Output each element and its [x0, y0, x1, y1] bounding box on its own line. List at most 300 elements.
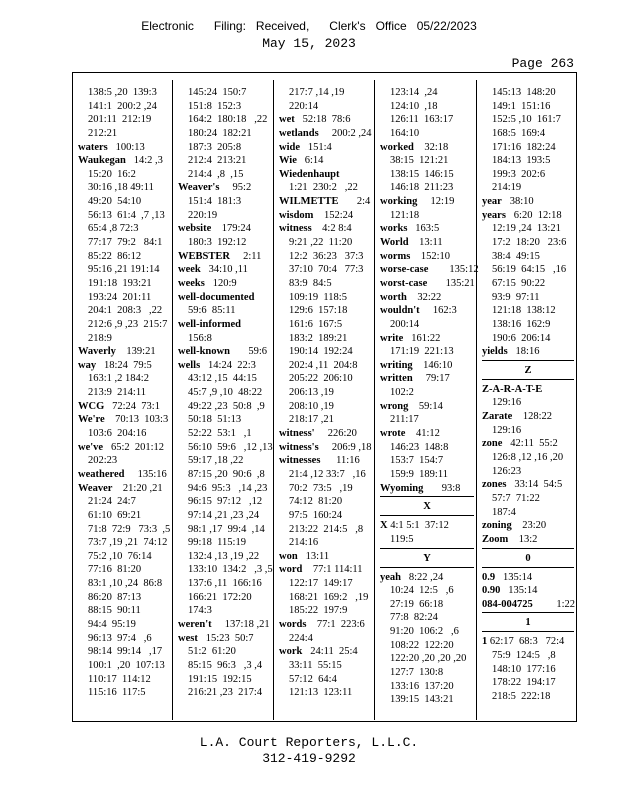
index-continuation: 102:2 — [390, 387, 414, 399]
index-continuation: 206:13 ,19 — [289, 387, 334, 399]
index-term: wet — [279, 114, 295, 126]
index-continuation: 67:15 90:22 — [492, 277, 546, 289]
index-continuation: 52:22 53:1 ,1 — [188, 428, 252, 440]
index-continuation: 184:13 193:5 — [492, 155, 551, 167]
index-entry: zones 33:14 54:5 — [482, 479, 563, 491]
index-continuation: 156:8 — [188, 332, 212, 344]
index-term: wrote — [380, 428, 406, 440]
index-continuation: 211:17 — [390, 414, 419, 426]
index-term: weren't — [178, 618, 212, 630]
index-term: well-known — [178, 346, 230, 358]
index-column-1 — [78, 86, 170, 700]
index-term: won — [279, 550, 298, 562]
page-number: Page 263 — [511, 56, 574, 71]
index-continuation: 51:2 61:20 — [188, 646, 236, 658]
index-continuation: 93:9 97:11 — [492, 291, 540, 303]
index-continuation: 148:10 177:16 — [492, 663, 556, 675]
index-entry: won 13:11 — [279, 550, 330, 562]
index-term: Zarate — [482, 411, 513, 423]
index-entry: years 6:20 12:18 — [482, 209, 562, 221]
index-continuation: 190:14 192:24 — [289, 346, 353, 358]
index-term: write — [380, 332, 404, 344]
index-continuation: 133:16 137:20 — [390, 680, 454, 692]
index-continuation: 217:7 ,14 ,19 — [289, 87, 345, 98]
section-letter: Y — [423, 552, 431, 564]
index-continuation: 86:20 87:13 — [88, 591, 142, 603]
index-term: 1 — [482, 636, 488, 648]
index-continuation: 77:17 79:2 84:1 — [88, 237, 163, 249]
index-entry: Waverly 139:21 — [78, 346, 156, 358]
index-continuation: 38:4 49:15 — [492, 250, 540, 262]
index-column-3 — [279, 86, 372, 700]
index-entry: witness's 206:9 ,18 — [279, 441, 372, 453]
index-term: weathered — [78, 468, 125, 480]
section-rule — [482, 612, 574, 613]
index-term: Weaver's — [178, 182, 220, 194]
index-continuation: 75:2 ,10 76:14 — [88, 550, 152, 562]
index-continuation: 96:15 97:12 ,12 — [188, 496, 263, 508]
index-continuation: 185:22 197:9 — [289, 605, 348, 617]
index-continuation: 224:4 — [289, 632, 313, 644]
index-term: weeks — [178, 277, 205, 289]
index-continuation: 45:7 ,9 ,10 48:22 — [188, 387, 263, 399]
index-continuation: 171:16 182:24 — [492, 141, 556, 153]
index-entry: Zoom 13:2 — [482, 533, 538, 545]
index-term: week — [178, 264, 201, 276]
index-continuation: 95:16 ,21 191:14 — [88, 264, 160, 276]
index-term: wouldn't — [380, 305, 420, 317]
index-continuation: 122:20 ,20 ,20 ,20 — [390, 653, 467, 665]
index-continuation: 220:19 — [188, 209, 218, 221]
index-continuation: 190:6 206:14 — [492, 332, 551, 344]
index-continuation: 12:19 ,24 13:21 — [492, 223, 561, 235]
index-term: 084-004725 — [482, 598, 533, 610]
index-continuation: 200:14 — [390, 318, 420, 330]
index-continuation: 85:22 86:12 — [88, 250, 142, 262]
index-continuation: 126:11 163:17 — [390, 114, 454, 126]
index-continuation: 61:10 69:21 — [88, 509, 142, 521]
index-term: witness — [279, 223, 312, 235]
index-entry: Zarate 128:22 — [482, 411, 552, 423]
index-continuation: 139:15 143:21 — [390, 694, 454, 706]
index-term: worked — [380, 141, 414, 153]
index-continuation: 199:3 202:6 — [492, 168, 546, 180]
index-entry: wisdom 152:24 — [279, 209, 354, 221]
index-continuation: 99:18 115:19 — [188, 537, 246, 549]
index-continuation: 168:21 169:2 ,19 — [289, 591, 369, 603]
section-letter: 0 — [525, 552, 531, 564]
index-entry: wide 151:4 — [279, 141, 332, 153]
index-continuation: 138:16 162:9 — [492, 318, 551, 330]
index-continuation: 126:23 — [492, 465, 522, 477]
index-continuation: 43:12 ,15 44:15 — [188, 373, 257, 385]
index-entry: word 77:1 114:11 — [279, 564, 363, 576]
section-rule — [380, 515, 474, 516]
index-continuation: 132:4 ,13 ,19 ,22 — [188, 550, 260, 562]
index-continuation: 97:5 160:24 — [289, 509, 343, 521]
index-term: WILMETTE — [279, 196, 339, 208]
index-term: Zoom — [482, 533, 509, 545]
index-term: worms — [380, 250, 411, 262]
index-continuation: 33:11 55:15 — [289, 659, 342, 671]
index-continuation: 108:22 122:20 — [390, 639, 454, 651]
electronic-filing-stamp: Electronic Filing: Received, Clerk's Office 05/22/2023 — [141, 19, 477, 33]
index-entry: 0.9 135:14 — [482, 571, 533, 583]
index-continuation: 205:22 206:10 — [289, 373, 353, 385]
index-entry: We're 70:13 103:3 — [78, 414, 169, 426]
index-continuation: 115:16 117:5 — [88, 687, 146, 699]
index-term: wrong — [380, 400, 409, 412]
index-term: witness' — [279, 428, 315, 440]
index-continuation: 77:16 81:20 — [88, 564, 142, 576]
index-entry: well-known 59:6 — [178, 346, 267, 358]
index-continuation: 15:20 16:2 — [88, 168, 136, 180]
index-continuation: 212:21 — [88, 127, 118, 139]
index-continuation: 49:22 ,23 50:8 ,9 — [188, 400, 265, 412]
index-entry: World 13:11 — [380, 237, 443, 249]
section-rule — [482, 631, 574, 632]
index-continuation: 129:16 — [492, 397, 522, 409]
index-continuation: 21:4 ,12 33:7 ,16 — [289, 468, 366, 480]
index-entry: write 161:22 — [380, 332, 441, 344]
index-entry: weren't 137:18 ,21 — [178, 618, 270, 630]
index-continuation: 129:16 — [492, 424, 522, 436]
index-term: well-informed — [178, 318, 241, 330]
index-continuation: 77:8 82:24 — [390, 612, 438, 624]
index-entry: wrong 59:14 — [380, 400, 443, 412]
index-entry: waters 100:13 — [78, 141, 145, 153]
index-continuation: 164:10 — [390, 127, 420, 139]
index-entry: worth 32:22 — [380, 291, 442, 303]
index-entry: way 18:24 79:5 — [78, 359, 152, 371]
index-entry: witnesses 11:16 — [279, 455, 360, 467]
index-continuation: 75:9 124:5 ,8 — [492, 650, 556, 662]
index-term: works — [380, 223, 408, 235]
index-term: Z-A-R-A-T-E — [482, 383, 543, 395]
transcript-date: May 15, 2023 — [262, 36, 356, 51]
index-continuation: 218:5 222:18 — [492, 690, 551, 702]
index-continuation: 171:19 221:13 — [390, 346, 454, 358]
index-continuation: 214:4 ,8 ,15 — [188, 168, 244, 180]
index-continuation: 88:15 90:11 — [88, 605, 141, 617]
index-entry: 1 62:17 68:3 72:4 — [482, 636, 565, 648]
index-term: WEBSTER — [178, 250, 230, 262]
index-continuation: 17:2 18:20 23:6 — [492, 237, 567, 249]
index-continuation: 100:1 ,20 107:13 — [88, 659, 165, 671]
index-entry: writing 146:10 — [380, 359, 453, 371]
index-term: witness's — [279, 441, 319, 453]
index-continuation: 161:6 167:5 — [289, 318, 343, 330]
index-term: zones — [482, 479, 507, 491]
reporter-company: L.A. Court Reporters, L.L.C. — [199, 735, 419, 750]
index-continuation: 183:2 189:21 — [289, 332, 348, 344]
index-continuation: 38:15 121:21 — [390, 155, 449, 167]
index-entry: Wie 6:14 — [279, 155, 324, 167]
index-term: working — [380, 196, 418, 208]
index-entry: zoning 23:20 — [482, 520, 547, 532]
index-entry: we've 65:2 201:12 — [78, 441, 165, 453]
index-continuation: 94:4 95:19 — [88, 618, 136, 630]
section-letter: 1 — [525, 617, 531, 629]
index-continuation: 220:14 — [289, 100, 319, 112]
index-continuation: 123:14 ,24 — [390, 87, 438, 98]
index-entry: witness 4:2 8:4 — [279, 223, 352, 235]
index-term: WCG — [78, 400, 105, 412]
index-continuation: 202:23 — [88, 455, 118, 467]
index-entry: Wyoming 93:8 — [380, 482, 461, 494]
index-continuation: 109:19 118:5 — [289, 291, 347, 303]
index-continuation: 151:4 181:3 — [188, 196, 242, 208]
index-continuation: 138:5 ,20 139:3 — [88, 87, 157, 98]
index-term: writing — [380, 359, 413, 371]
index-continuation: 133:10 134:2 ,3 ,5 — [188, 564, 273, 576]
section-letter: Z — [524, 364, 532, 376]
index-continuation: 121:18 138:12 — [492, 305, 556, 317]
index-continuation: 59:17 ,18 ,22 — [188, 455, 244, 467]
index-continuation: 145:24 150:7 — [188, 87, 247, 98]
index-continuation: 9:21 ,22 11:20 — [289, 237, 353, 249]
index-column-5 — [482, 86, 574, 704]
index-continuation: 65:4 ,8 72:3 — [88, 223, 139, 235]
index-continuation: 30:16 ,18 49:11 — [88, 182, 154, 194]
index-term: Wiedenhaupt — [279, 168, 340, 180]
index-continuation: 213:22 214:5 ,8 — [289, 523, 364, 535]
index-entry: WILMETTE 2:4 — [279, 196, 371, 208]
index-continuation: 193:24 201:11 — [88, 291, 152, 303]
index-term: written — [380, 373, 413, 385]
index-continuation: 214:19 — [492, 182, 522, 194]
index-entry: WCG 72:24 73:1 — [78, 400, 160, 412]
column-divider — [273, 80, 274, 720]
index-entry: weathered 135:16 — [78, 468, 167, 480]
index-term: wide — [279, 141, 300, 153]
index-continuation: 121:13 123:11 — [289, 687, 353, 699]
index-continuation: 83:1 ,10 ,24 86:8 — [88, 578, 163, 590]
index-continuation: 180:3 192:12 — [188, 237, 247, 249]
index-continuation: 145:13 148:20 — [492, 87, 556, 98]
index-entry — [178, 318, 271, 332]
index-term: Weaver — [78, 482, 113, 494]
index-continuation: 214:16 — [289, 537, 319, 549]
index-continuation: 12:2 36:23 37:3 — [289, 250, 364, 262]
index-continuation: 151:8 152:3 — [188, 100, 242, 112]
index-entry: Waukegan 14:2 ,3 — [78, 155, 163, 167]
index-term: yeah — [380, 571, 401, 583]
index-continuation: 96:13 97:4 ,6 — [88, 632, 152, 644]
index-continuation: 218:17 ,21 — [289, 414, 334, 426]
index-continuation: 94:6 95:3 ,14 ,23 — [188, 482, 268, 494]
index-entry: work 24:11 25:4 — [279, 646, 358, 658]
index-continuation: 153:7 154:7 — [390, 455, 444, 467]
index-entry: works 163:5 — [380, 223, 440, 235]
index-entry: worse-case 135:12 — [380, 264, 479, 276]
index-entry: wells 14:24 22:3 — [178, 359, 256, 371]
index-term: worth — [380, 291, 407, 303]
index-column-2 — [178, 86, 271, 700]
index-entry: working 12:19 — [380, 196, 455, 208]
index-continuation: 218:9 — [88, 332, 112, 344]
index-continuation: 59:6 85:11 — [188, 305, 236, 317]
index-term: wisdom — [279, 209, 314, 221]
section-rule — [482, 548, 574, 549]
section-rule — [380, 496, 474, 497]
index-continuation: 204:1 208:3 ,22 — [88, 305, 163, 317]
index-term: 0.9 — [482, 571, 496, 583]
section-rule — [380, 548, 474, 549]
index-entry: zone 42:11 55:2 — [482, 438, 558, 450]
index-entry: WEBSTER 2:11 — [178, 250, 262, 262]
index-continuation: 164:2 180:18 ,22 — [188, 114, 268, 126]
index-continuation: 146:18 211:23 — [390, 182, 454, 194]
index-term: Waukegan — [78, 155, 126, 167]
column-divider — [476, 80, 477, 720]
index-entry: year 38:10 — [482, 196, 534, 208]
column-divider — [172, 80, 173, 720]
index-entry: witness' 226:20 — [279, 428, 357, 440]
index-term: work — [279, 646, 303, 658]
index-term: zone — [482, 438, 503, 450]
index-entry: worked 32:18 — [380, 141, 449, 153]
index-term: year — [482, 196, 502, 208]
index-entry: written 79:17 — [380, 373, 450, 385]
section-rule — [482, 379, 574, 380]
index-term: way — [78, 359, 97, 371]
index-term: waters — [78, 141, 108, 153]
index-term: Wie — [279, 155, 297, 167]
index-column-4 — [380, 86, 479, 707]
index-continuation: 159:9 189:11 — [390, 468, 448, 480]
index-entry — [279, 168, 372, 182]
index-term: zoning — [482, 520, 512, 532]
reporter-phone: 312-419-9292 — [262, 751, 356, 766]
index-term: wetlands — [279, 127, 319, 139]
index-continuation: 10:24 12:5 ,6 — [390, 585, 454, 597]
index-continuation: 191:15 192:15 — [188, 673, 252, 685]
index-entry: week 34:10 ,11 — [178, 264, 248, 276]
index-continuation: 103:6 204:16 — [88, 428, 147, 440]
index-continuation: 119:5 — [390, 533, 414, 545]
index-term: witnesses — [279, 455, 321, 467]
index-continuation: 56:19 64:15 ,16 — [492, 264, 567, 276]
index-continuation: 163:1 ,2 184:2 — [88, 373, 149, 385]
index-term: west — [178, 632, 198, 644]
index-continuation: 56:10 59:6 ,12 ,13 — [188, 441, 273, 453]
index-continuation: 178:22 194:17 — [492, 677, 556, 689]
index-continuation: 187:3 205:8 — [188, 141, 242, 153]
index-term: wells — [178, 359, 201, 371]
index-entry: Weaver's 95:2 — [178, 182, 252, 194]
index-continuation: 87:15 ,20 90:6 ,8 — [188, 468, 265, 480]
index-continuation: 56:13 61:4 ,7 ,13 — [88, 209, 165, 221]
index-entry: wetlands 200:2 ,24 — [279, 127, 372, 139]
index-entry: 0.90 135:14 — [482, 585, 538, 597]
section-rule — [482, 360, 574, 361]
index-continuation: 126:8 ,12 ,16 ,20 — [492, 452, 564, 464]
index-term: worst-case — [380, 277, 428, 289]
index-continuation: 1:21 230:2 ,22 — [289, 182, 358, 194]
index-entry: yields 18:16 — [482, 346, 540, 358]
index-term: website — [178, 223, 212, 235]
index-entry: words 77:1 223:6 — [279, 618, 365, 630]
index-continuation: 208:10 ,19 — [289, 400, 334, 412]
index-continuation: 129:6 157:18 — [289, 305, 348, 317]
index-entry: website 179:24 — [178, 223, 251, 235]
index-continuation: 138:15 146:15 — [390, 168, 454, 180]
index-entry: wet 52:18 78:6 — [279, 114, 351, 126]
index-continuation: 141:1 200:2 ,24 — [88, 100, 157, 112]
index-continuation: 202:4 ,11 204:8 — [289, 359, 358, 371]
index-term: 0.90 — [482, 585, 501, 597]
index-continuation: 168:5 169:4 — [492, 127, 546, 139]
section-rule — [380, 567, 474, 568]
index-term: Wyoming — [380, 482, 424, 494]
index-term: we've — [78, 441, 104, 453]
index-continuation: 149:1 151:16 — [492, 100, 551, 112]
index-continuation: 70:2 73:5 ,19 — [289, 482, 353, 494]
index-continuation: 57:12 64:4 — [289, 673, 337, 685]
index-entry: weeks 120:9 — [178, 277, 237, 289]
index-continuation: 127:7 130:8 — [390, 666, 444, 678]
index-continuation: 121:18 — [390, 209, 420, 221]
index-continuation: 187:4 — [492, 506, 516, 518]
index-continuation: 57:7 71:22 — [492, 492, 540, 504]
index-continuation: 212:6 ,9 ,23 215:7 — [88, 318, 168, 330]
index-continuation: 174:3 — [188, 605, 212, 617]
section-rule — [482, 567, 574, 568]
index-continuation: 124:10 ,18 — [390, 100, 438, 112]
index-entry: worst-case 135:21 — [380, 277, 475, 289]
index-entry: worms 152:10 — [380, 250, 450, 262]
index-continuation: 21:24 24:7 — [88, 496, 136, 508]
index-entry: west 15:23 50:7 — [178, 632, 254, 644]
index-continuation: 83:9 84:5 — [289, 277, 332, 289]
index-continuation: 137:6 ,11 166:16 — [188, 578, 262, 590]
index-term: yields — [482, 346, 508, 358]
index-continuation: 85:15 96:3 ,3 ,4 — [188, 659, 263, 671]
index-term: words — [279, 618, 307, 630]
index-continuation: 97:14 ,21 ,23 ,24 — [188, 509, 260, 521]
index-continuation: 122:17 149:17 — [289, 578, 353, 590]
index-continuation: 49:20 54:10 — [88, 196, 142, 208]
index-continuation: 74:12 81:20 — [289, 496, 343, 508]
index-entry: 084-004725 1:22 — [482, 598, 576, 610]
index-entry — [482, 383, 574, 397]
index-continuation: 191:18 193:21 — [88, 277, 152, 289]
index-entry: X 4:1 5:1 37:12 — [380, 520, 449, 532]
index-entry: Weaver 21:20 ,21 — [78, 482, 163, 494]
index-continuation: 212:4 213:21 — [188, 155, 247, 167]
index-continuation: 27:19 66:18 — [390, 598, 444, 610]
index-continuation: 98:14 99:14 ,17 — [88, 646, 163, 658]
index-continuation: 152:5 ,10 161:7 — [492, 114, 561, 126]
index-continuation: 50:18 51:13 — [188, 414, 242, 426]
section-letter: X — [423, 501, 431, 513]
index-continuation: 71:8 72:9 73:3 ,5 — [88, 523, 171, 535]
index-continuation: 37:10 70:4 77:3 — [289, 264, 364, 276]
index-continuation: 213:9 214:11 — [88, 387, 146, 399]
index-term: We're — [78, 414, 105, 426]
index-continuation: 110:17 114:12 — [88, 673, 151, 685]
index-term: well-documented — [178, 291, 255, 303]
index-term: Waverly — [78, 346, 116, 358]
index-term: word — [279, 564, 303, 576]
index-term: worse-case — [380, 264, 429, 276]
index-term: X — [380, 520, 388, 532]
index-entry: yeah 8:22 ,24 — [380, 571, 444, 583]
index-term: years — [482, 209, 506, 221]
index-continuation: 146:23 148:8 — [390, 441, 449, 453]
index-continuation: 180:24 182:21 — [188, 127, 252, 139]
